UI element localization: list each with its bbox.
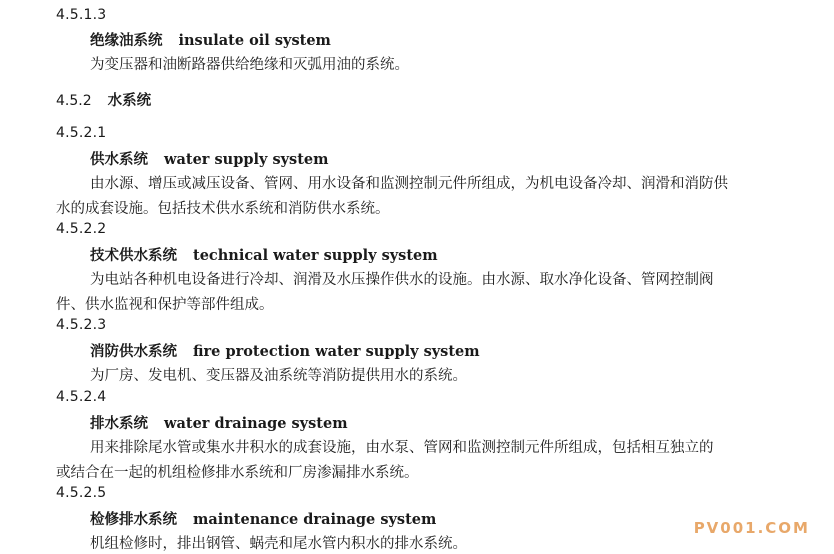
term-chinese: 绝缘油系统: [90, 32, 163, 49]
term-english: fire protection water supply system: [193, 343, 480, 360]
term-chinese: 消防供水系统: [90, 343, 177, 360]
section-number: 4.5.2: [56, 93, 92, 109]
term-chinese: 排水系统: [90, 415, 148, 432]
clause-number: 4.5.2.1: [56, 125, 107, 141]
clause-number: 4.5.1.3: [56, 7, 107, 23]
term-heading: [90, 412, 348, 433]
clause-number: 4.5.2.5: [56, 485, 107, 501]
definition-line: 为变压器和油断路器供给绝缘和灭弧用油的系统。: [90, 57, 409, 73]
term-heading: [90, 508, 436, 529]
section-heading: [56, 89, 151, 110]
term-chinese: 供水系统: [90, 151, 148, 168]
term-chinese: 技术供水系统: [90, 247, 177, 264]
definition-line: 机组检修时，排出钢管、蜗壳和尾水管内积水的排水系统。: [90, 536, 467, 552]
term-english: maintenance drainage system: [193, 511, 437, 528]
term-english: water supply system: [164, 151, 329, 168]
definition-line: 用来排除尾水管或集水井积水的成套设施，由水泵、管网和监测控制元件所组成，包括相互独立的: [90, 440, 714, 456]
clause-number: 4.5.2.3: [56, 317, 107, 333]
term-chinese: 检修排水系统: [90, 511, 177, 528]
definition-line: 件、供水监视和保护等部件组成。: [56, 297, 274, 313]
clause-number: 4.5.2.2: [56, 221, 107, 237]
clause-number: 4.5.2.4: [56, 389, 107, 405]
site-watermark: PV001.COM: [693, 519, 810, 537]
section-title: 水系统: [107, 92, 152, 109]
definition-line: 由水源、增压或减压设备、管网、用水设备和监测控制元件所组成，为机电设备冷却、润滑和消防供: [90, 176, 728, 192]
definition-line: 为电站各种机电设备进行冷却、润滑及水压操作供水的设施。由水源、取水净化设备、管网控制阀: [90, 272, 714, 288]
term-heading: [90, 29, 331, 50]
term-english: insulate oil system: [178, 32, 331, 49]
term-heading: [90, 340, 480, 361]
term-english: water drainage system: [164, 415, 348, 432]
definition-line: 或结合在一起的机组检修排水系统和厂房渗漏排水系统。: [56, 465, 419, 481]
term-heading: [90, 244, 438, 265]
definition-line: 水的成套设施。包括技术供水系统和消防供水系统。: [56, 201, 390, 217]
term-heading: [90, 148, 328, 169]
definition-line: 为厂房、发电机、变压器及油系统等消防提供用水的系统。: [90, 368, 467, 384]
term-english: technical water supply system: [193, 247, 438, 264]
